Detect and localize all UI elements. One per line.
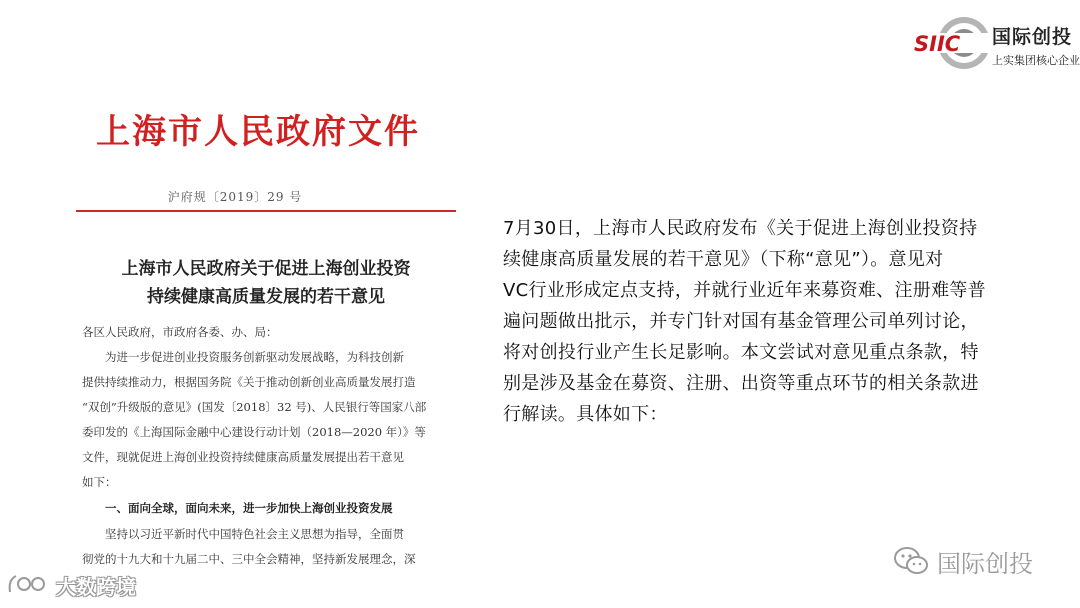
document-section-line: 坚持以习近平新时代中国特色社会主义思想为指导，全面贯: [82, 527, 404, 541]
document-red-rule: [76, 210, 456, 212]
document-body-line: 提供持续推动力，根据国务院《关于推动创新创业高质量发展打造: [82, 375, 416, 389]
document-body-line: 委印发的《上海国际金融中心建设行动计划（2018—2020 年）》等: [82, 425, 426, 439]
summary-paragraph: [503, 213, 1043, 430]
document-section-heading: 一、面向全球，面向未来，进一步加快上海创业投资发展: [82, 501, 393, 515]
paragraph-line: 别是涉及基金在募资、注册、出资等重点环节的相关条款进: [503, 373, 979, 394]
document-body-line: 为进一步促进创业投资服务创新驱动发展战略，为科技创新: [82, 350, 404, 364]
logo-name: 国际创投: [992, 26, 1073, 48]
logo-subtitle: 上实集团核心企业: [992, 54, 1080, 67]
paragraph-line: 遍问题做出批示，并专门针对国有基金管理公司单列讨论，: [503, 311, 979, 332]
wechat-icon: [893, 546, 929, 576]
document-body-line: 如下：: [82, 475, 117, 489]
paragraph-line: 将对创投行业产生长足影响。本文尝试对意见重点条款，特: [503, 342, 979, 363]
svg-text:SIIC: SIIC: [914, 32, 961, 56]
document-body-line: “双创”升级版的意见》(国发〔2018〕32 号)、人民银行等国家八部: [82, 400, 427, 414]
watermark-left-text: 大数跨境: [56, 574, 136, 599]
document-body-line: 各区人民政府，市政府各委、办、局：: [82, 325, 278, 339]
siic-logo: [906, 16, 1080, 76]
document-title-line-2: 持续健康高质量发展的若干意见: [147, 287, 385, 307]
siic-logo-mark-icon: [912, 16, 994, 72]
paragraph-line: 行解读。具体如下：: [503, 404, 668, 425]
document-header: 上海市人民政府文件: [96, 112, 420, 152]
government-document: [0, 0, 470, 608]
paragraph-line: 7月30日，上海市人民政府发布《关于促进上海创业投资持: [503, 218, 978, 239]
document-section-line: 彻党的十九大和十九届二中、三中全会精神，坚持新发展理念，深: [82, 552, 416, 566]
document-title-line-1: 上海市人民政府关于促进上海创业投资: [121, 259, 411, 279]
paragraph-line: 续健康高质量发展的若干意见》（下称“意见”）。意见对: [503, 249, 944, 270]
watermark-right-text: 国际创投: [937, 549, 1033, 578]
document-number: 沪府规〔2019〕29 号: [167, 190, 303, 204]
watermark-logo-icon: [6, 572, 50, 598]
wechat-watermark: [893, 544, 1033, 578]
corner-watermark: [6, 570, 136, 600]
document-body-line: 文件，现就促进上海创业投资持续健康高质量发展提出若干意见: [82, 450, 404, 464]
paragraph-line: VC行业形成定点支持，并就行业近年来募资难、注册难等普: [503, 280, 986, 301]
